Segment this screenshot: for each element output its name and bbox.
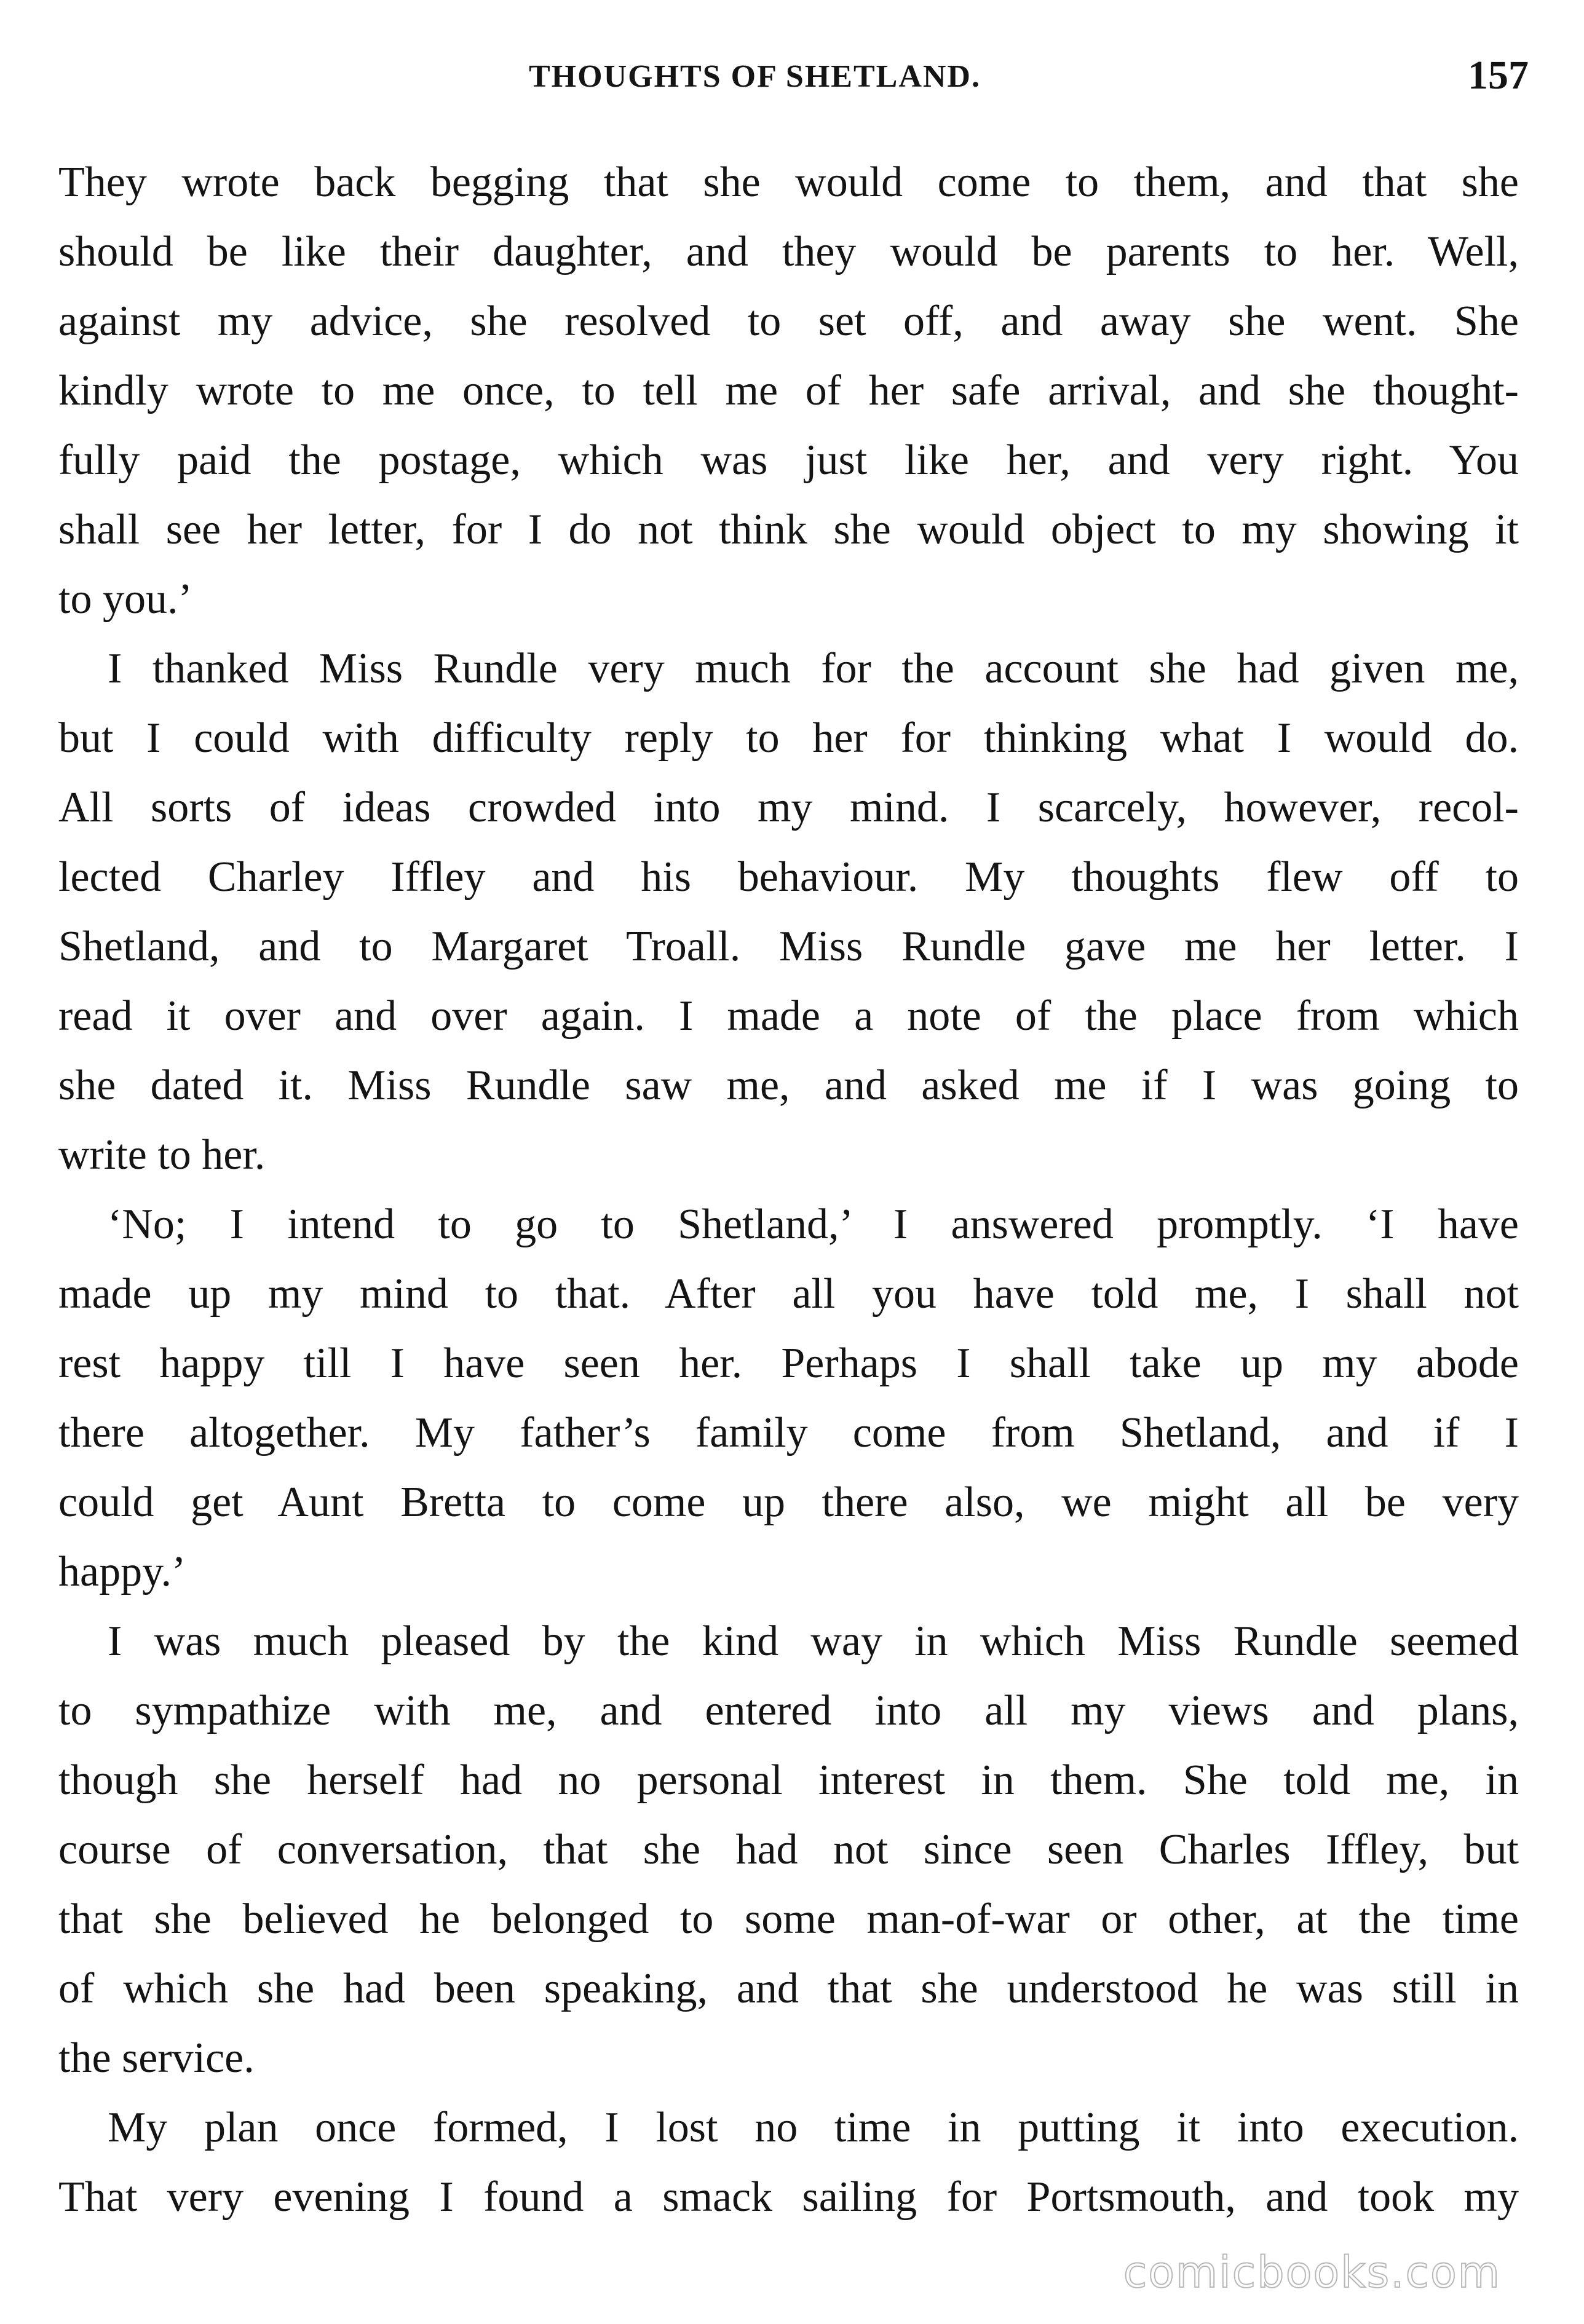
paragraph bbox=[58, 2093, 1519, 2232]
text-line: she dated it. Miss Rundle saw me, and asked me if I was going to bbox=[58, 1062, 1519, 1109]
text-line: I was much pleased by the kind way in which Miss Rundle seemed bbox=[108, 1618, 1519, 1665]
paragraph bbox=[58, 148, 1519, 634]
text-line: lected Charley Iffley and his behaviour. My thoughts flew off to bbox=[58, 853, 1519, 901]
text-line: shall see her letter, for I do not think she would object to my showing it bbox=[58, 506, 1519, 553]
paragraph bbox=[58, 1190, 1519, 1607]
text-line: happy.’ bbox=[58, 1548, 186, 1595]
text-line: rest happy till I have seen her. Perhaps I shall take up my abode bbox=[58, 1340, 1519, 1387]
text-line: They wrote back begging that she would come to them, and that she bbox=[58, 159, 1519, 206]
text-line: should be like their daughter, and they would be parents to her. Well, bbox=[58, 228, 1519, 275]
text-line: of which she had been speaking, and that she understood he was still in bbox=[58, 1965, 1519, 2012]
watermark-logo: comicbooks.com bbox=[1123, 2247, 1501, 2298]
text-line: there altogether. My father’s family come from Shetland, and if I bbox=[58, 1409, 1519, 1456]
text-line: read it over and over again. I made a note of the place from which bbox=[58, 992, 1519, 1040]
text-line: though she herself had no personal interest in them. She told me, in bbox=[58, 1757, 1519, 1804]
body-text bbox=[58, 148, 1519, 2232]
text-line: to you.’ bbox=[58, 575, 192, 623]
text-line: kindly wrote to me once, to tell me of her safe arrival, and she thought- bbox=[58, 367, 1519, 414]
text-line: against my advice, she resolved to set off, and away she went. She bbox=[58, 298, 1519, 345]
text-line: that she believed he belonged to some man-of-war or other, at the time bbox=[58, 1895, 1519, 1943]
text-line: but I could with difficulty reply to her for thinking what I would do. bbox=[58, 714, 1519, 762]
text-line: write to her. bbox=[58, 1131, 266, 1179]
text-line: course of conversation, that she had not since seen Charles Iffley, but bbox=[58, 1826, 1519, 1873]
text-line: fully paid the postage, which was just like her, and very right. You bbox=[58, 437, 1519, 484]
paragraph bbox=[58, 634, 1519, 1190]
text-line: ‘No; I intend to go to Shetland,’ I answered promptly. ‘I have bbox=[108, 1201, 1519, 1248]
page-number: 157 bbox=[1468, 53, 1529, 98]
text-line: could get Aunt Bretta to come up there also, we might all be very bbox=[58, 1479, 1519, 1526]
text-line: to sympathize with me, and entered into all my views and plans, bbox=[58, 1687, 1519, 1734]
paragraph bbox=[58, 1607, 1519, 2093]
text-line: I thanked Miss Rundle very much for the account she had given me, bbox=[108, 645, 1519, 692]
text-line: made up my mind to that. After all you have told me, I shall not bbox=[58, 1270, 1519, 1318]
text-line: Shetland, and to Margaret Troall. Miss Rundle gave me her letter. I bbox=[58, 923, 1519, 970]
text-line: That very evening I found a smack sailing for Portsmouth, and took my bbox=[58, 2173, 1519, 2221]
text-line: My plan once formed, I lost no time in putting it into execution. bbox=[108, 2104, 1519, 2151]
running-title: THOUGHTS OF SHETLAND. bbox=[529, 59, 981, 94]
text-line: All sorts of ideas crowded into my mind. I scarcely, however, recol- bbox=[58, 784, 1519, 831]
text-line: the service. bbox=[58, 2034, 255, 2082]
